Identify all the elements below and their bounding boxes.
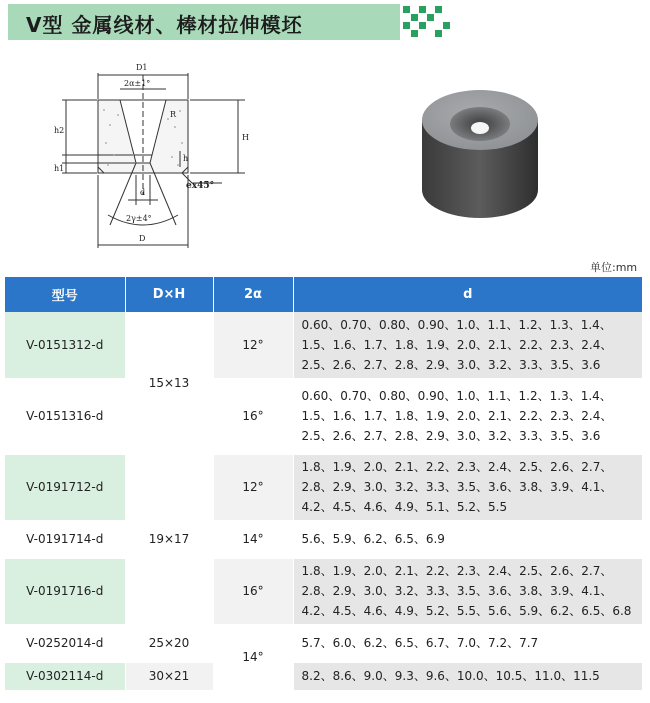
table-row xyxy=(5,312,642,378)
label-r: R xyxy=(170,110,177,119)
d-line: 2.5、2.6、2.7、2.8、2.9、3.0、3.2、3.3、3.5、3.6 xyxy=(301,357,601,372)
model-cell: V-0191716-d xyxy=(5,558,125,624)
unit-label: 单位:mm xyxy=(590,261,638,274)
model-cell: V-0252014-d xyxy=(5,624,125,662)
spec-table xyxy=(5,277,643,691)
d-line: 0.60、0.70、0.80、0.90、1.0、1.1、1.2、1.3、1.4、 xyxy=(301,317,612,332)
label-h: H xyxy=(242,133,249,142)
d-cell xyxy=(293,624,642,662)
label-ex45: ex45° xyxy=(186,181,215,191)
header-band xyxy=(8,4,400,40)
page-title: V型 金属线材、棒材拉伸模坯 xyxy=(26,13,303,37)
dh-cell: 25×20 xyxy=(125,624,213,662)
dh-cell: 19×17 xyxy=(125,454,213,624)
d-line: 1.5、1.6、1.7、1.8、1.9、2.0、2.1、2.2、2.3、2.4、 xyxy=(301,337,613,352)
alpha-cell: 16° xyxy=(213,378,293,454)
d-cell xyxy=(293,312,642,378)
d-line: 4.2、4.5、4.6、4.9、5.2、5.5、5.6、5.9、6.2、6.5、6.8 xyxy=(301,604,632,618)
model-cell: V-0151312-d xyxy=(5,312,125,378)
col-header-d: d xyxy=(293,277,642,312)
table-row xyxy=(5,454,642,520)
table-row xyxy=(5,558,642,624)
d-cell xyxy=(293,454,642,520)
alpha-cell: 14° xyxy=(213,520,293,558)
table-header-row xyxy=(5,277,642,312)
d-cell xyxy=(293,520,642,558)
alpha-cell: 12° xyxy=(213,312,293,378)
decorative-squares xyxy=(395,2,455,38)
d-line: 1.8、1.9、2.0、2.1、2.2、2.3、2.4、2.5、2.6、2.7、 xyxy=(301,460,613,474)
d-line: 1.8、1.9、2.0、2.1、2.2、2.3、2.4、2.5、2.6、2.7、 xyxy=(301,564,613,578)
d-cell xyxy=(293,662,642,690)
model-cell: V-0151316-d xyxy=(5,378,125,454)
alpha-cell: 16° xyxy=(213,558,293,624)
label-big-d: D xyxy=(139,234,146,243)
product-image xyxy=(400,70,560,230)
d-line: 2.8、2.9、3.0、3.2、3.3、3.5、3.6、3.8、3.9、4.1、 xyxy=(301,584,613,598)
d-line: 8.2、8.6、9.0、9.3、9.6、10.0、10.5、11.0、11.5 xyxy=(301,669,600,683)
model-cell: V-0191712-d xyxy=(5,454,125,520)
alpha-cell: 14° xyxy=(213,624,293,690)
d-line: 5.7、6.0、6.2、6.5、6.7、7.0、7.2、7.7 xyxy=(301,636,539,650)
d-line: 1.5、1.6、1.7、1.8、1.9、2.0、2.1、2.2、2.3、2.4、 xyxy=(301,409,613,423)
col-header-alpha: 2α xyxy=(213,277,293,312)
model-cell: V-0302114-d xyxy=(5,662,125,690)
d-line: 2.8、2.9、3.0、3.2、3.3、3.5、3.6、3.8、3.9、4.1、 xyxy=(301,480,613,494)
label-2alpha: 2α±1° xyxy=(124,79,151,88)
d-line: 2.5、2.6、2.7、2.8、2.9、3.0、3.2、3.3、3.5、3.6 xyxy=(301,429,601,443)
col-header-model: 型号 xyxy=(5,277,125,312)
col-header-dh: D×H xyxy=(125,277,213,312)
table-row xyxy=(5,520,642,558)
model-cell: V-0191714-d xyxy=(5,520,125,558)
table-row xyxy=(5,662,642,690)
technical-drawing xyxy=(40,55,260,260)
d-line: 4.2、4.5、4.6、4.9、5.1、5.2、5.5 xyxy=(301,500,508,514)
d-line: 0.60、0.70、0.80、0.90、1.0、1.1、1.2、1.3、1.4、 xyxy=(301,389,612,403)
alpha-cell: 12° xyxy=(213,454,293,520)
d-cell xyxy=(293,378,642,454)
dh-cell: 30×21 xyxy=(125,662,213,690)
label-d: d xyxy=(140,188,146,197)
d-line: 5.6、5.9、6.2、6.5、6.9 xyxy=(301,532,445,546)
dh-cell: 15×13 xyxy=(125,312,213,454)
d-cell xyxy=(293,558,642,624)
label-d1: D1 xyxy=(136,63,148,72)
table-row xyxy=(5,378,642,454)
label-h1: h1 xyxy=(54,164,65,173)
label-h2: h2 xyxy=(54,126,65,135)
label-2gamma: 2γ±4° xyxy=(126,214,152,223)
table-row xyxy=(5,624,642,662)
label-small-h: h xyxy=(183,154,189,163)
